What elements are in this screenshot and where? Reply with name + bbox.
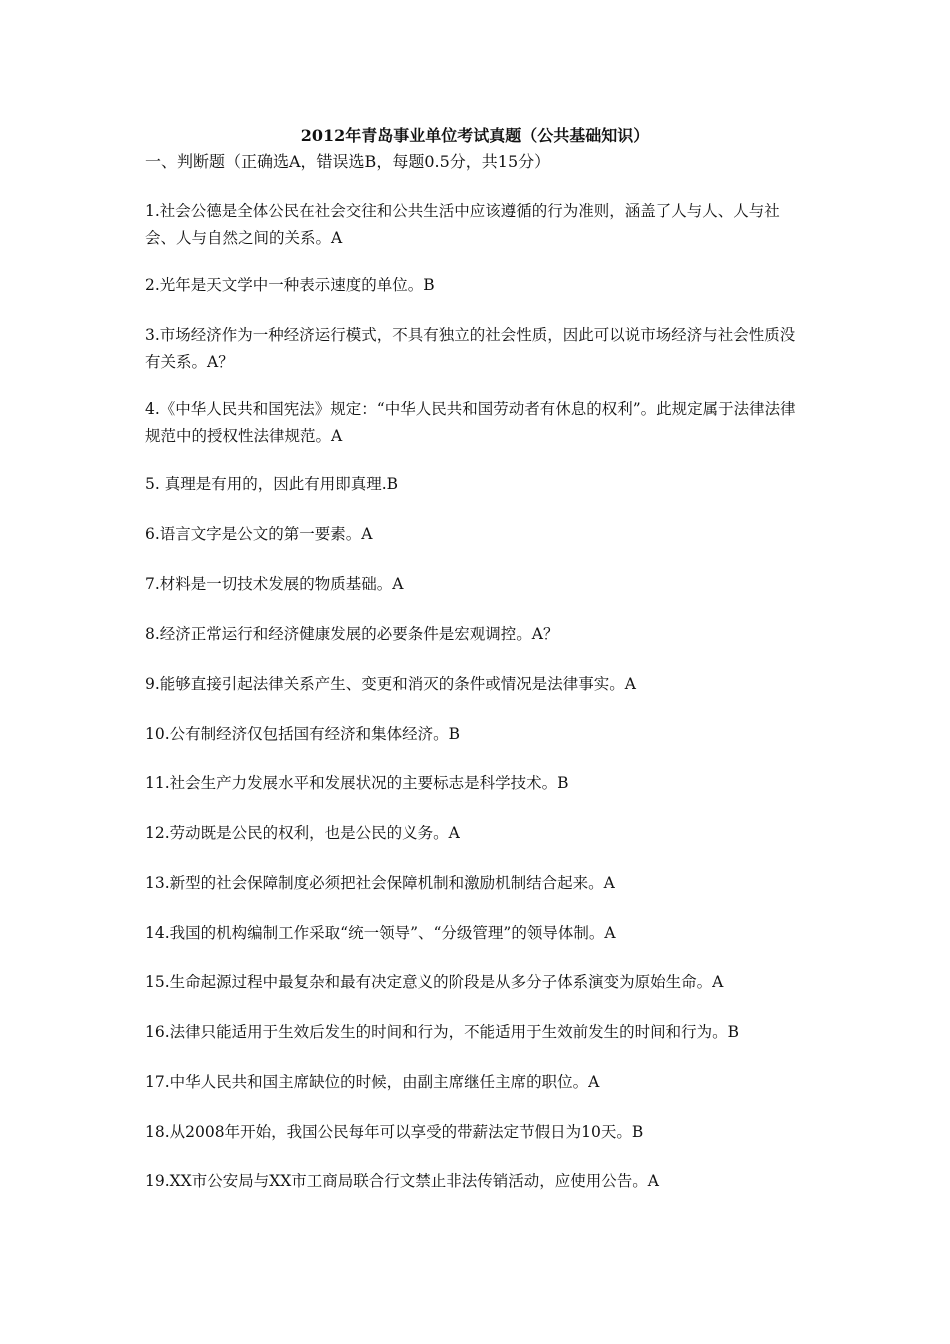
question-14: 14.我国的机构编制工作采取“统一领导”、“分级管理”的领导体制。A: [145, 924, 616, 942]
question-17: 17.中华人民共和国主席缺位的时候，由副主席继任主席的职位。A: [145, 1073, 600, 1091]
question-2: 2.光年是天文学中一种表示速度的单位。B: [145, 276, 435, 294]
question-9: 9.能够直接引起法律关系产生、变更和消灭的条件或情况是法律事实。A: [145, 675, 636, 693]
document-title: 2012年青岛事业单位考试真题（公共基础知识）: [300, 126, 650, 145]
question-1: 1.社会公德是全体公民在社会交往和公共生活中应该遵循的行为准则，涵盖了人与人、人与社会、人与自然之间的关系。A: [145, 202, 780, 247]
section-header: 一、判断题（正确选A，错误选B，每题0.5分，共15分）: [145, 152, 551, 171]
question-15: 15.生命起源过程中最复杂和最有决定意义的阶段是从多分子体系演变为原始生命。A: [145, 973, 724, 991]
question-7: 7.材料是一切技术发展的物质基础。A: [145, 575, 404, 593]
question-4: 4.《中华人民共和国宪法》规定：“中华人民共和国劳动者有休息的权利”。此规定属于法律法律规范中的授权性法律规范。A: [145, 400, 796, 445]
question-18: 18.从2008年开始，我国公民每年可以享受的带薪法定节假日为10天。B: [145, 1123, 644, 1141]
question-8: 8.经济正常运行和经济健康发展的必要条件是宏观调控。A？: [145, 625, 559, 643]
question-12: 12.劳动既是公民的权利，也是公民的义务。A: [145, 824, 460, 842]
question-6: 6.语言文字是公文的第一要素。A: [145, 525, 373, 543]
question-19: 19.XX市公安局与XX市工商局联合行文禁止非法传销活动，应使用公告。A: [145, 1172, 659, 1190]
question-10: 10.公有制经济仅包括国有经济和集体经济。B: [145, 725, 461, 743]
question-5: 5. 真理是有用的，因此有用即真理.B: [145, 475, 399, 493]
question-3: 3.市场经济作为一种经济运行模式，不具有独立的社会性质，因此可以说市场经济与社会性质没有关系。A？: [145, 326, 796, 371]
question-16: 16.法律只能适用于生效后发生的时间和行为，不能适用于生效前发生的时间和行为。B: [145, 1023, 740, 1041]
question-13: 13.新型的社会保障制度必须把社会保障机制和激励机制结合起来。A: [145, 874, 615, 892]
question-11: 11.社会生产力发展水平和发展状况的主要标志是科学技术。B: [145, 774, 569, 792]
